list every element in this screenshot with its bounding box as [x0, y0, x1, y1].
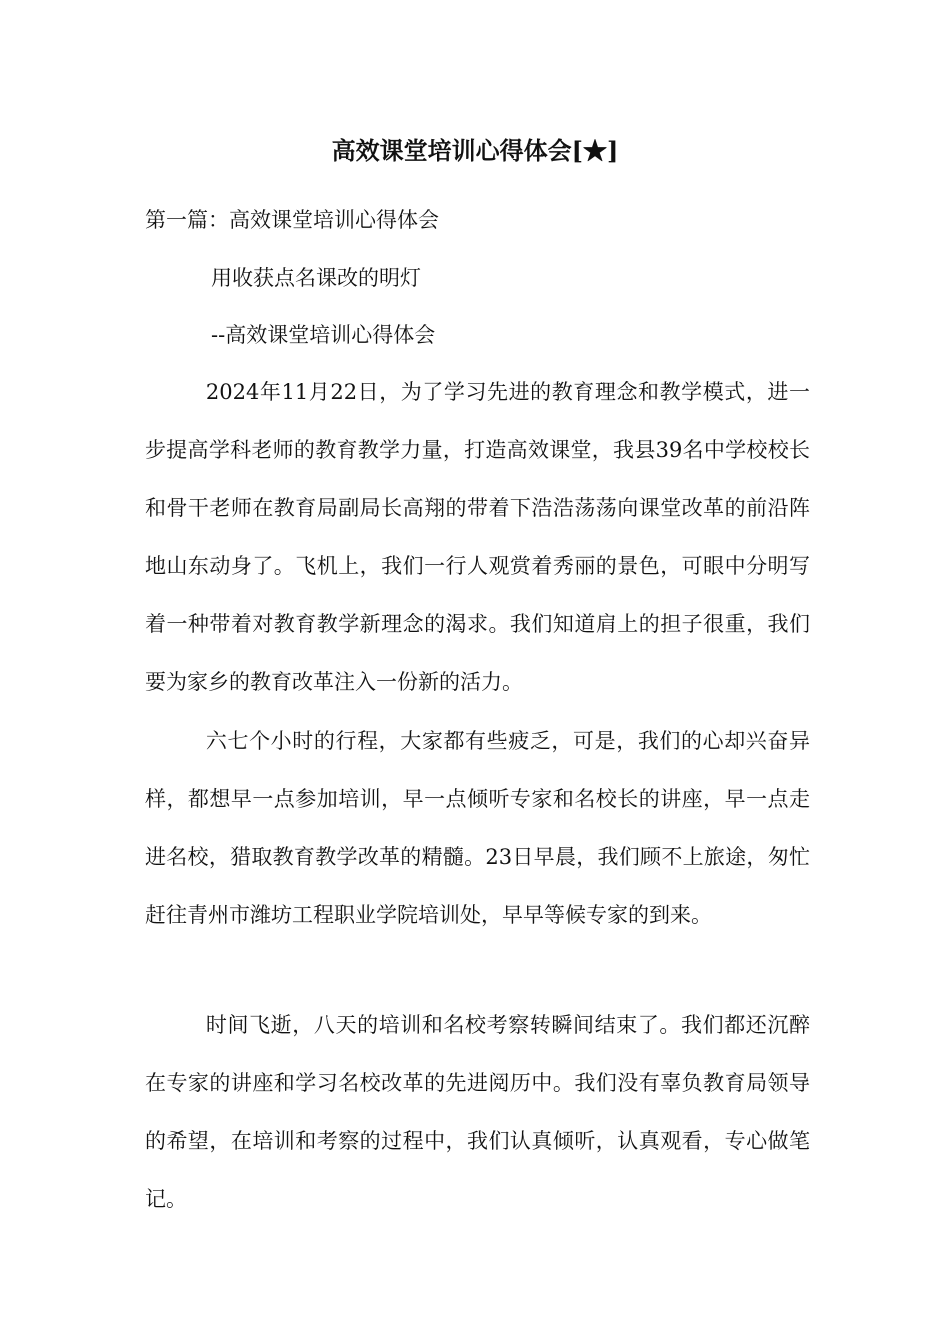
subtitle-line: 用收获点名课改的明灯: [211, 266, 421, 290]
subtitle-dash-line: --高效课堂培训心得体会: [211, 323, 436, 347]
paragraph-text: 2024年11月22日，为了学习先进的教育理念和教学模式，进一步提高学科老师的教育教学力量，打造高效课堂，我县39名中学校校长和骨干老师在教育局副局长高翔的带着下浩浩荡荡向课堂改革的前沿阵地山东动身了。飞机上，我们一行人观赏着秀丽的景色，可眼中分明写着一种带着对教育教学新理念的渴求。我们知道肩上的担子很重，我们要为家乡的教育改革注入一份新的活力。: [145, 380, 810, 694]
body-paragraph-2: [145, 712, 810, 944]
paragraph-text: 六七个小时的行程，大家都有些疲乏，可是，我们的心却兴奋异样，都想早一点参加培训，早一点倾听专家和名校长的讲座，早一点走进名校，猎取教育教学改革的精髓。23日早晨，我们顾不上旅途，匆忙赶往青州市潍坊工程职业学院培训处，早早等候专家的到来。: [145, 729, 810, 927]
body-paragraph-3: [145, 996, 810, 1228]
section-heading: 第一篇：高效课堂培训心得体会: [145, 208, 439, 232]
body-paragraph-1: [145, 363, 810, 711]
paragraph-text: 时间飞逝，八天的培训和名校考察转瞬间结束了。我们都还沉醉在专家的讲座和学习名校改革的先进阅历中。我们没有辜负教育局领导的希望，在培训和考察的过程中，我们认真倾听，认真观看，专心做笔记。: [145, 1013, 810, 1211]
document-title: 高效课堂培训心得体会[★]: [331, 136, 619, 165]
